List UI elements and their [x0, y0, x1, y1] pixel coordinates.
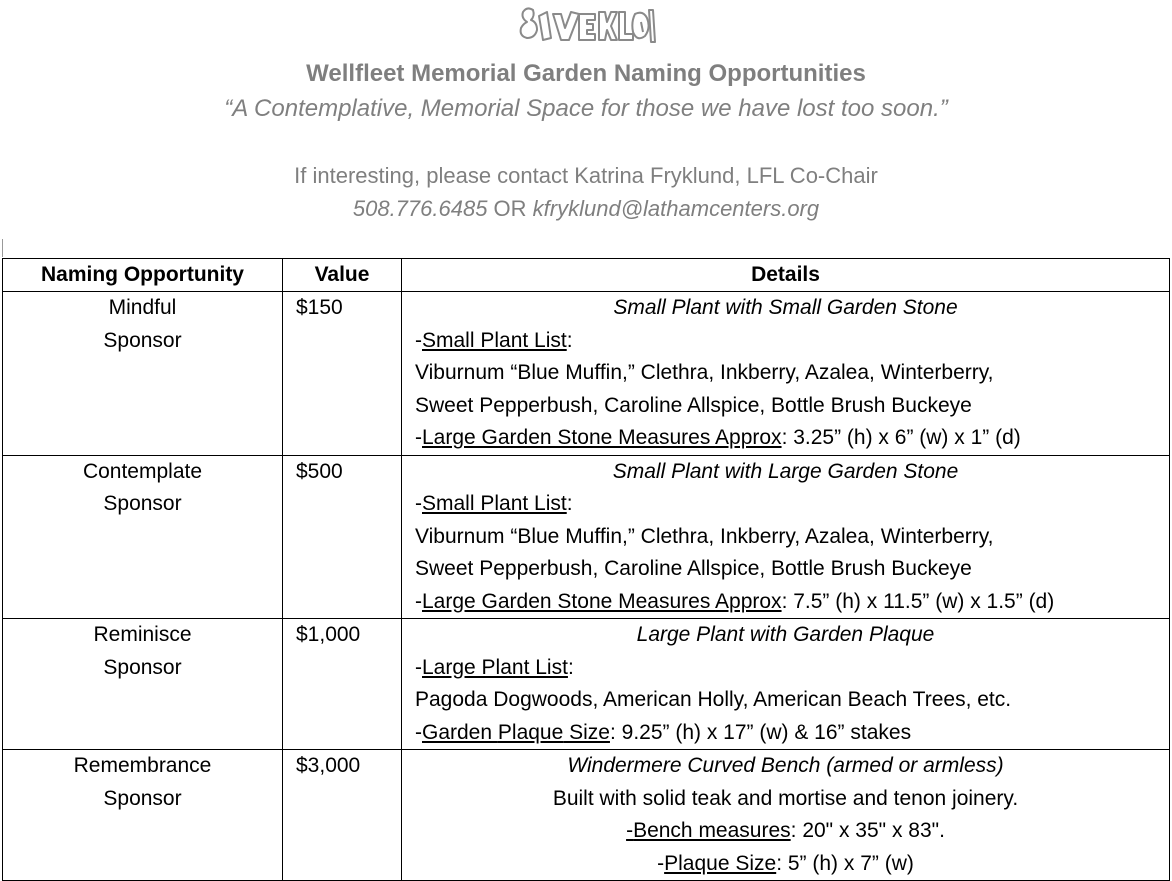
page-title: Wellfleet Memorial Garden Naming Opportunities — [306, 60, 866, 87]
contact-or: OR — [487, 196, 533, 221]
plant-list-label-line — [402, 488, 1169, 521]
bench-description: Built with solid teak and mortise and tenon joinery. — [552, 786, 1019, 810]
measure-label: Large Garden Stone Measures — [422, 426, 716, 449]
measure-line — [402, 422, 1169, 455]
plant-list-label: Small Plant List — [422, 328, 567, 352]
value-cell — [283, 455, 402, 619]
measure-label-approx: Approx — [715, 426, 782, 449]
plant-list-label: Small Plant List — [422, 492, 567, 515]
table-header-row — [3, 259, 1170, 292]
bench-measures-label: Bench measures — [633, 819, 791, 842]
phone-number: 508.776.6485 — [352, 196, 488, 221]
opportunity-value: $1,000 — [296, 623, 361, 646]
dash: - — [415, 328, 422, 352]
dash: - — [415, 655, 422, 679]
contact-line: If interesting, please contact Katrina Fryklund, LFL Co-Chair — [294, 163, 878, 188]
plant-list-line: Sweet Pepperbush, Caroline Allspice, Bottle Brush Buckeye — [415, 393, 972, 417]
plant-list-line: Viburnum “Blue Muffin,” Clethra, Inkberry, Azalea, Winterberry, — [415, 524, 994, 548]
value-cell — [283, 750, 402, 881]
details-cell — [402, 750, 1170, 881]
naming-opportunity-cell — [3, 455, 283, 619]
table-row — [3, 750, 1170, 881]
details-cell — [402, 619, 1170, 750]
margin-marker — [2, 239, 3, 257]
measure-value: : 9.25” (h) x 17” (w) & 16” stakes — [609, 720, 912, 744]
plant-list-line: Sweet Pepperbush, Caroline Allspice, Bottle Brush Buckeye — [415, 557, 972, 580]
plaque-size-value: : 5” (h) x 7” (w) — [776, 851, 914, 875]
measure-line — [402, 586, 1169, 619]
table-row — [3, 455, 1170, 619]
bench-measures-line — [402, 815, 1169, 848]
naming-opportunity-cell — [3, 292, 283, 456]
email-address[interactable]: kfryklund@lathamcenters.org — [532, 196, 820, 221]
plant-list-line: Pagoda Dogwoods, American Holly, American Beach Trees, etc. — [415, 688, 1012, 711]
dash: - — [415, 426, 422, 449]
measure-label: Garden — [422, 720, 498, 744]
opportunity-sponsor: Sponsor — [103, 786, 182, 810]
measure-label-size: Size — [563, 720, 610, 744]
measure-line — [402, 717, 1169, 750]
measure-value: : 3.25” (h) x 6” (w) x 1” (d) — [781, 426, 1021, 449]
live-for-love-logo-icon — [515, 2, 657, 50]
plaque-size-line — [402, 848, 1169, 881]
opportunity-sponsor: Sponsor — [103, 492, 182, 515]
table-edge-marker — [1169, 748, 1170, 780]
plant-list-label: Large Plant List — [422, 655, 568, 679]
details-title: Small Plant with Large Garden Stone — [612, 459, 959, 483]
table-row — [3, 292, 1170, 456]
header-details: Details — [402, 259, 1170, 292]
plant-list-label-line — [402, 325, 1169, 358]
opportunity-value: $3,000 — [296, 754, 361, 777]
measure-label-plaque: Plaque — [497, 720, 564, 744]
naming-opportunity-cell — [3, 619, 283, 750]
contact-info — [0, 196, 1172, 222]
measure-label-approx: Approx — [715, 589, 782, 613]
value-cell — [283, 619, 402, 750]
plant-list-line: Viburnum “Blue Muffin,” Clethra, Inkberry, Azalea, Winterberry, — [415, 361, 994, 384]
plant-list-label-line — [402, 652, 1169, 685]
colon: : — [566, 492, 573, 515]
logo — [0, 2, 1172, 55]
dash: - — [657, 851, 665, 875]
measure-value: : 7.5” (h) x 11.5” (w) x 1.5” (d) — [781, 589, 1055, 613]
bench-measures-value: : 20" x 35" x 83". — [790, 819, 945, 842]
dash: - — [626, 819, 634, 842]
details-cell — [402, 455, 1170, 619]
opportunity-name: Reminisce — [93, 623, 192, 646]
header-value: Value — [283, 259, 402, 292]
opportunity-value: $150 — [296, 296, 343, 319]
measure-label: Large Garden Stone Measures — [422, 589, 716, 613]
naming-opportunities-table — [2, 258, 1170, 881]
plaque-size-label: Plaque Size — [664, 851, 777, 875]
dash: - — [415, 492, 422, 515]
details-cell — [402, 292, 1170, 456]
details-title: Small Plant with Small Garden Stone — [613, 296, 958, 319]
details-title: Windermere Curved Bench (armed or armless) — [567, 754, 1004, 777]
opportunity-sponsor: Sponsor — [103, 655, 182, 679]
page-subtitle: “A Contemplative, Memorial Space for those we have lost too soon.” — [224, 95, 948, 122]
details-title: Large Plant with Garden Plaque — [636, 623, 935, 646]
opportunity-sponsor: Sponsor — [103, 328, 182, 352]
naming-opportunity-cell — [3, 750, 283, 881]
colon: : — [567, 655, 574, 679]
opportunity-name: Contemplate — [82, 459, 203, 483]
dash: - — [415, 589, 422, 613]
opportunity-name: Remembrance — [73, 754, 212, 777]
dash: - — [415, 720, 422, 744]
colon: : — [566, 328, 573, 352]
value-cell — [283, 292, 402, 456]
table-row — [3, 619, 1170, 750]
opportunity-value: $500 — [296, 459, 343, 483]
opportunity-name: Mindful — [108, 296, 177, 319]
header-naming-opportunity: Naming Opportunity — [3, 259, 283, 292]
